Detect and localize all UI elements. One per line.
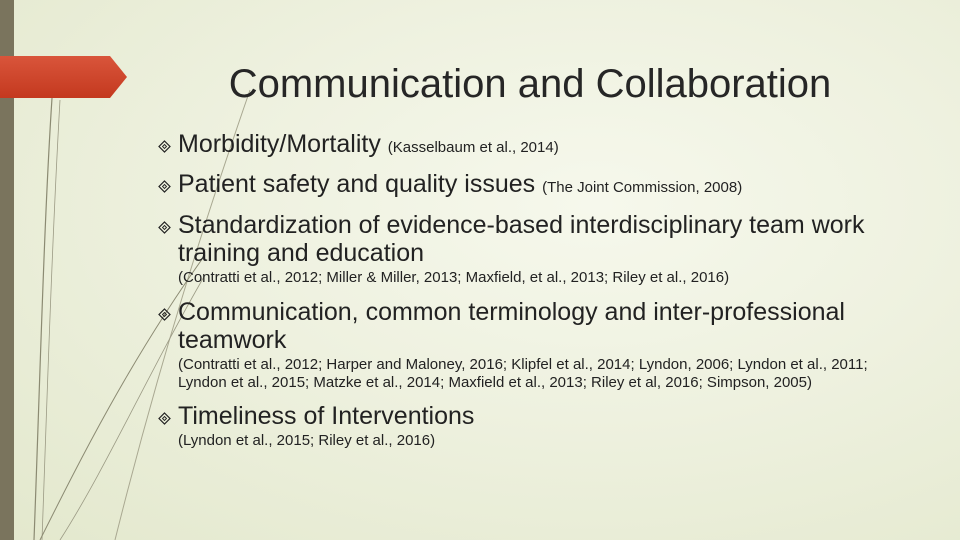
bullet-item (158, 130, 918, 162)
bullet-citation: (Contratti et al., 2012; Miller & Miller, 2013; Maxfield, et al., 2013; Riley et al., 2016) (178, 269, 730, 286)
diamond-bullet-icon (158, 140, 171, 153)
bullet-text: Patient safety and quality issues (178, 170, 536, 198)
bullet-citation-inline: (The Joint Commission, 2008) (542, 179, 743, 196)
bullet-citation: (Contratti et al., 2012; Harper and Maloney, 2016; Klipfel et al., 2014; Lyndon, 2006; Lyndon et al., 2011; Lyndon et al., 2015; Matzke et al., 2014; Maxfield et al., 2013; Riley et al, 2016; Simpson, 2005) (178, 356, 868, 391)
bullet-item (158, 211, 918, 287)
slide-title: Communication and Collaboration (228, 62, 832, 106)
title-accent-tab (0, 56, 127, 98)
diamond-bullet-icon (158, 221, 171, 234)
bullet-list (158, 128, 918, 450)
bullet-text: Morbidity/Mortality (178, 130, 381, 158)
bullet-citation: (Lyndon et al., 2015; Riley et al., 2016) (178, 432, 436, 449)
bullet-item (158, 298, 918, 392)
bullet-item (158, 170, 918, 202)
bullet-text: Standardization of evidence-based interdisciplinary team work training and education (178, 211, 865, 267)
diamond-bullet-icon (158, 308, 171, 321)
bullet-citation-inline: (Kasselbaum et al., 2014) (387, 139, 559, 156)
diamond-bullet-icon (158, 180, 171, 193)
bullet-text: Communication, common terminology and inter-professional teamwork (178, 298, 845, 354)
diamond-bullet-icon (158, 412, 171, 425)
bullet-text: Timeliness of Interventions (178, 402, 475, 430)
bullet-item (158, 402, 918, 450)
